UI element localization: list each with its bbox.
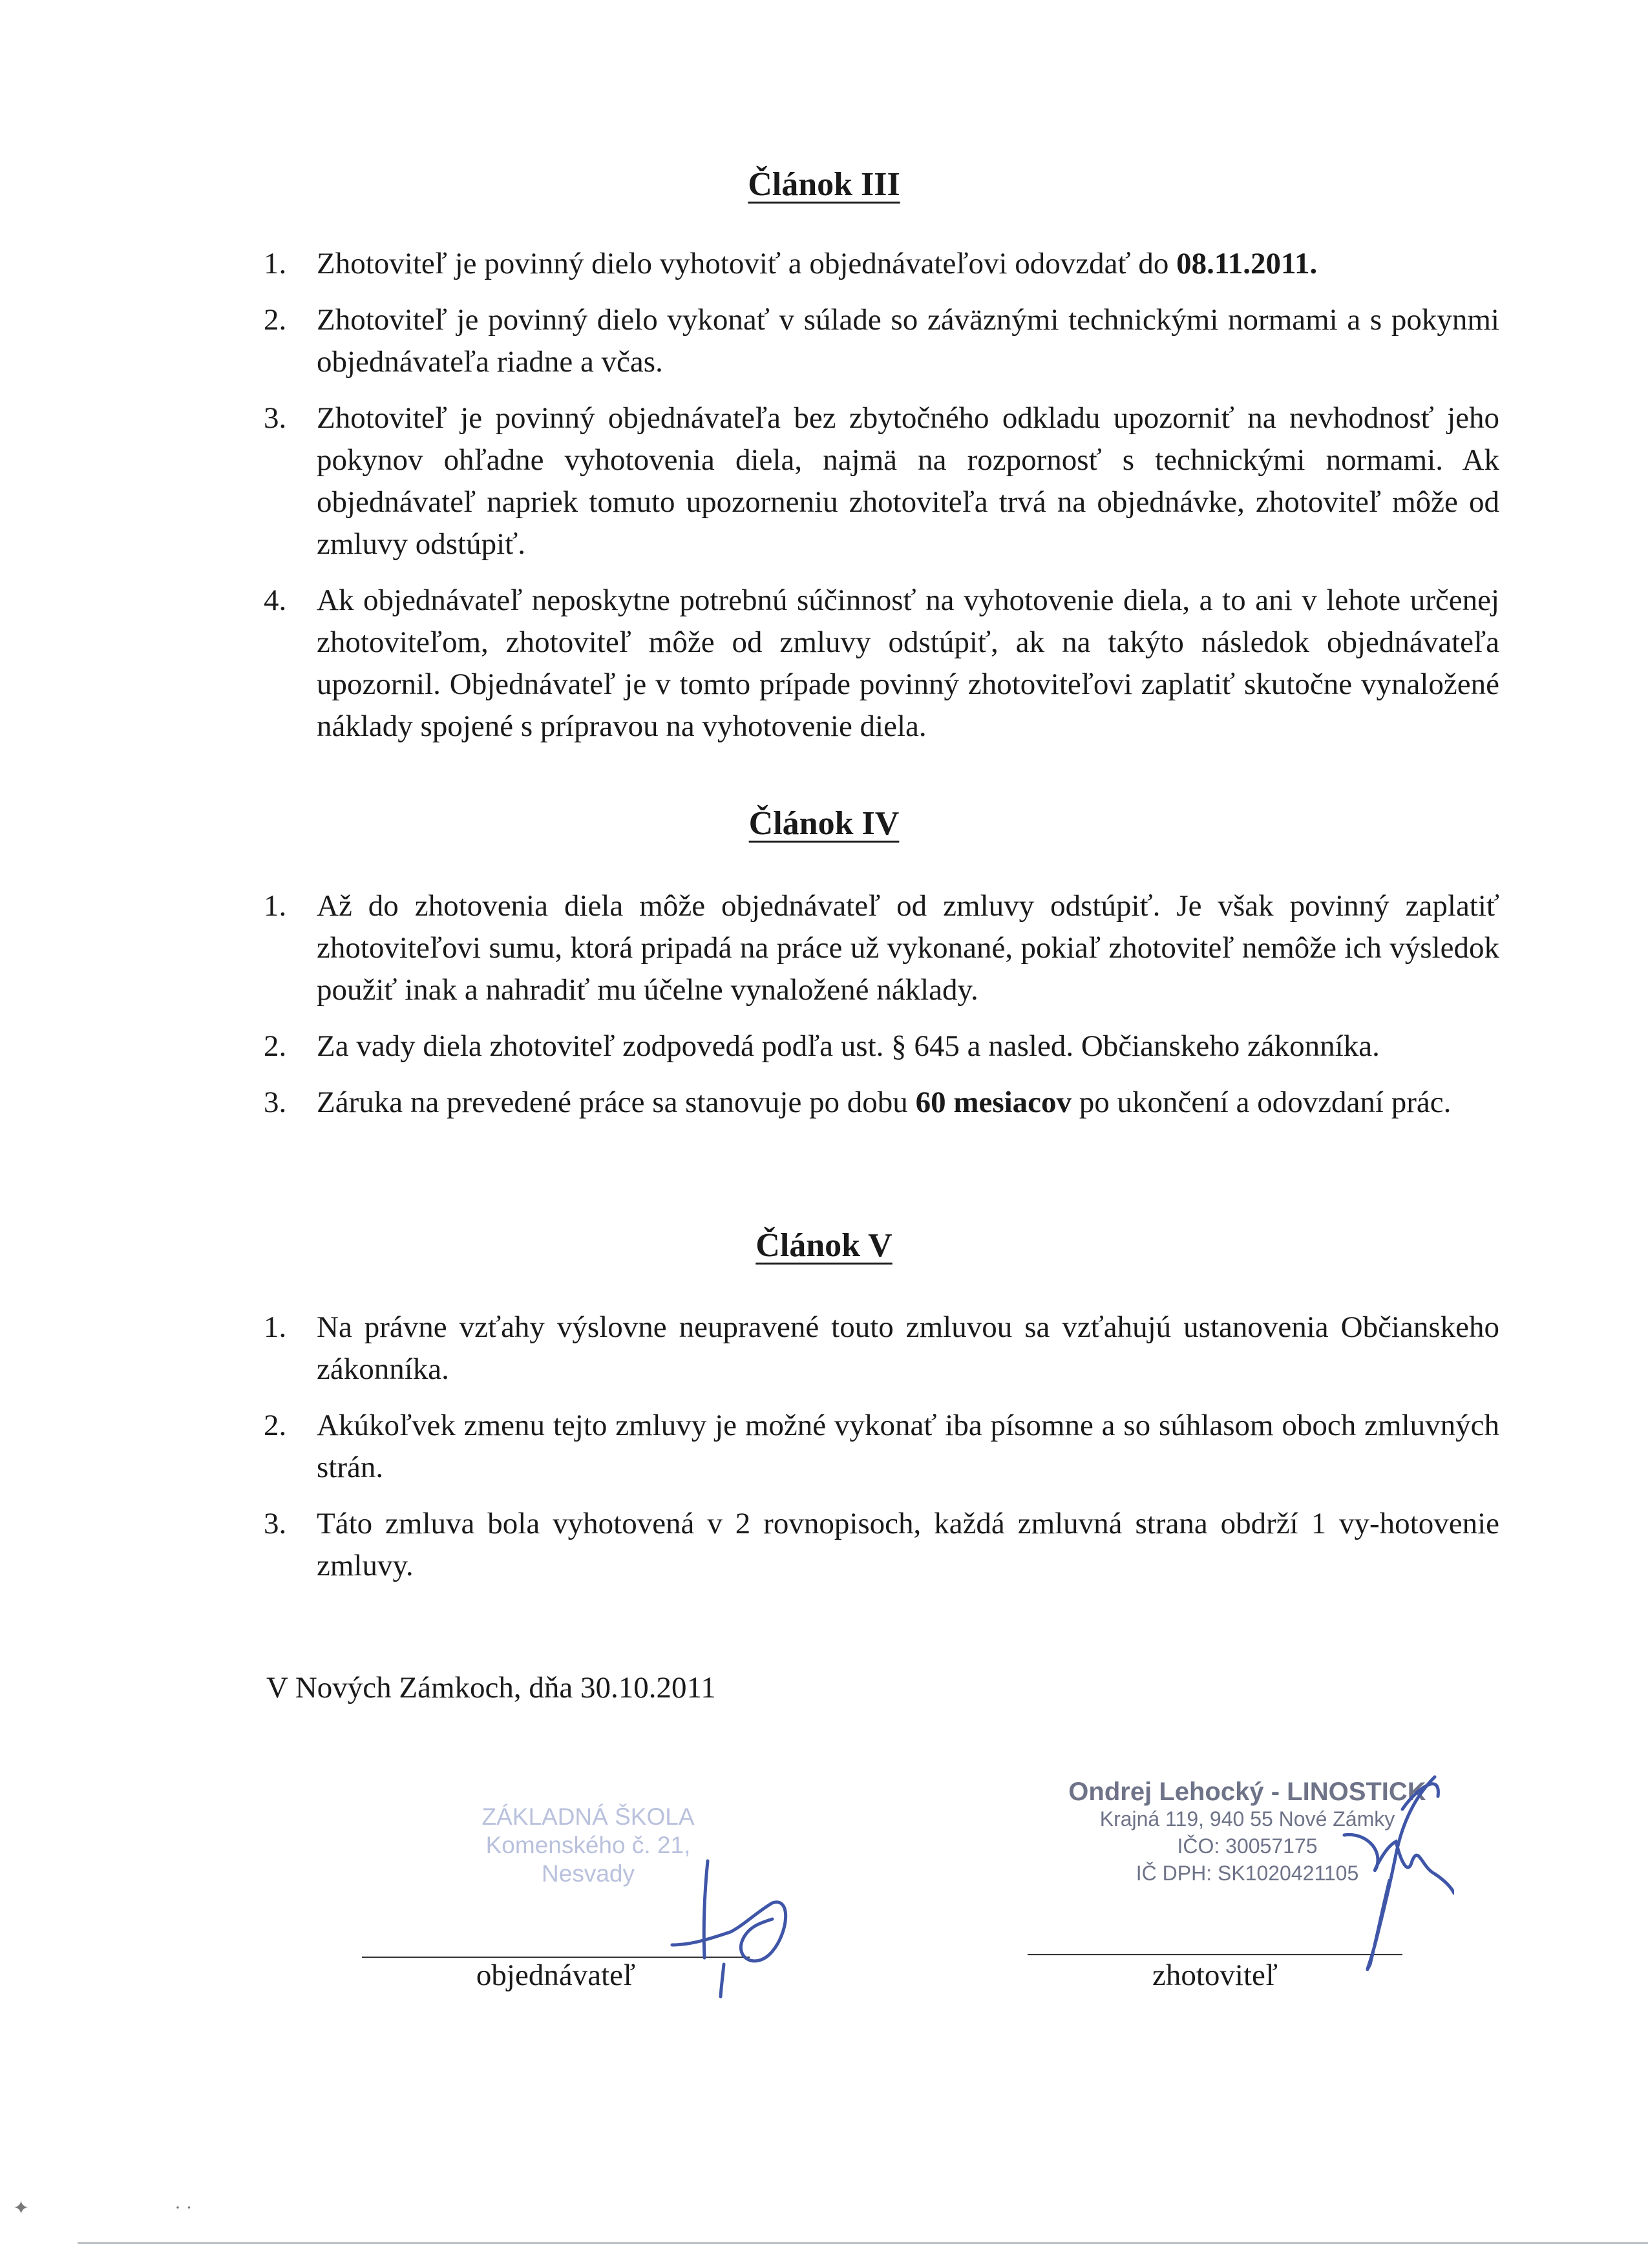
scan-speck: ✦	[13, 2198, 30, 2219]
list-item	[264, 1307, 1499, 1391]
signature-label-left: objednávateľ	[476, 1958, 636, 1992]
list-item	[264, 1503, 1499, 1587]
scan-edge-line	[78, 2242, 1648, 2244]
stamp-line: Krajná 119, 940 55 Nové Zámky	[1099, 1807, 1395, 1831]
article-5-heading: Článok V	[755, 1227, 893, 1264]
item-text: Zhotoviteľ je povinný objednávateľa bez zbytočného odkladu upozorniť na nevhodnosť jeho pokynov ohľadne vyhotovenia diela, najmä na rozpornosť s technickými normami. Ak objednávateľ napriek tomuto upozorneniu zhotoviteľa trvá na objednávke, zhotoviteľ môže od zmluvy odstúpiť.	[317, 401, 1499, 561]
stamp-line: ZÁKLADNÁ ŠKOLA	[481, 1803, 695, 1830]
article-5	[264, 1307, 1499, 1601]
handwritten-signature-left	[659, 1848, 814, 2003]
list-item	[264, 1405, 1499, 1489]
item-number: 3.	[264, 401, 287, 435]
stamp-line: Komenského č. 21,	[485, 1832, 691, 1858]
article-4-heading: Článok IV	[748, 805, 900, 842]
place-date: V Nových Zámkoch, dňa 30.10.2011	[266, 1671, 716, 1705]
item-text: Zhotoviteľ je povinný dielo vykonať v súlade so záväznými technickými normami a s pokynmi objednávateľa riadne a včas.	[317, 303, 1499, 379]
list-item	[264, 299, 1499, 383]
item-number: 1.	[264, 1310, 287, 1344]
item-number: 4.	[264, 583, 287, 617]
list-item	[264, 243, 1499, 285]
list-item	[264, 397, 1499, 565]
item-number: 3.	[264, 1507, 287, 1540]
item-text: Záruka na prevedené práce sa stanovuje po dobu 60 mesiacov po ukončení a odovzdaní prác.	[317, 1086, 1452, 1119]
list-item	[264, 885, 1499, 1011]
stamp-line: Ondrej Lehocký - LINOSTICK	[1068, 1778, 1426, 1806]
item-number: 2.	[264, 303, 287, 337]
item-text: Na právne vzťahy výslovne neupravené touto zmluvou sa vzťahujú ustanovenia Občianskeho zákonníka.	[317, 1310, 1499, 1386]
stamp-line: Nesvady	[542, 1860, 635, 1887]
stamp-line: IČ DPH: SK1020421105	[1136, 1862, 1359, 1885]
item-text: Zhotoviteľ je povinný dielo vyhotoviť a objednávateľovi odovzdať do 08.11.2011.	[317, 247, 1318, 280]
list-item	[264, 1082, 1499, 1124]
scan-speck: · ·	[174, 2197, 193, 2218]
item-number: 2.	[264, 1029, 287, 1063]
item-text: Ak objednávateľ neposkytne potrebnú súčinnosť na vyhotovenie diela, a to ani v lehote určenej zhotoviteľom, zhotoviteľ môže od zmluvy odstúpiť, ak na takýto následok objednávateľa upozornil. Objednávateľ je v tomto prípade povinný zhotoviteľovi zaplatiť skutočne vynaložené náklady spojené s prípravou na vyhotovenie diela.	[317, 583, 1499, 743]
list-item	[264, 580, 1499, 748]
item-number: 1.	[264, 889, 287, 923]
item-text: Až do zhotovenia diela môže objednávateľ od zmluvy odstúpiť. Je však povinný zaplatiť zhotoviteľovi sumu, ktorá pripadá na práce už vykonané, pokiaľ zhotoviteľ nemôže ich výsledok použiť inak a nahradiť mu účelne vynaložené náklady.	[317, 889, 1499, 1007]
item-number: 1.	[264, 247, 287, 280]
item-number: 3.	[264, 1086, 287, 1119]
stamp-line: IČO: 30057175	[1177, 1834, 1318, 1858]
article-3-heading: Článok III	[748, 166, 900, 203]
signature-label-right: zhotoviteľ	[1152, 1958, 1278, 1992]
item-text: Táto zmluva bola vyhotovená v 2 rovnopisoch, každá zmluvná strana obdrží 1 vy-hotovenie zmluvy.	[317, 1507, 1499, 1582]
item-text: Akúkoľvek zmenu tejto zmluvy je možné vykonať iba písomne a so súhlasom oboch zmluvných strán.	[317, 1409, 1499, 1484]
article-4	[264, 885, 1499, 1138]
handwritten-signature-right	[1305, 1770, 1454, 1984]
item-text: Za vady diela zhotoviteľ zodpovedá podľa ust. § 645 a nasled. Občianskeho zákonníka.	[317, 1029, 1380, 1063]
article-3	[264, 243, 1499, 762]
item-number: 2.	[264, 1409, 287, 1442]
list-item	[264, 1025, 1499, 1067]
